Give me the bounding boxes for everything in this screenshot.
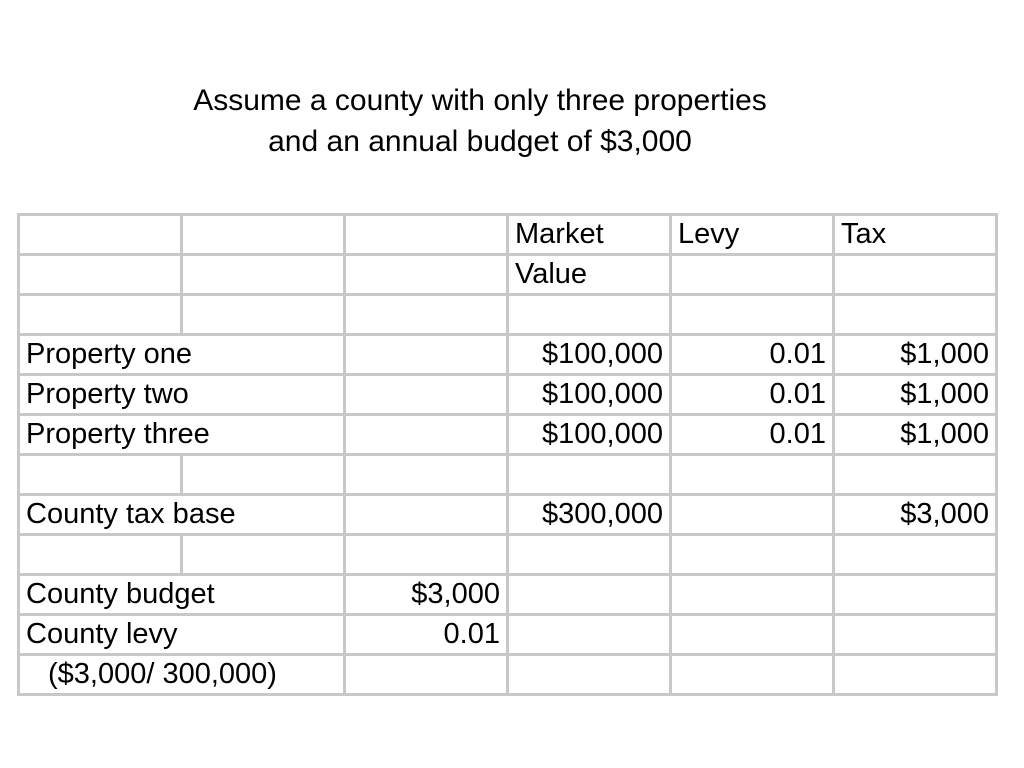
table-row-property-one [19, 335, 997, 375]
cell-empty[interactable] [182, 295, 345, 335]
header-levy[interactable]: Levy [671, 215, 834, 255]
cell-empty[interactable] [19, 535, 182, 575]
empty-row [19, 455, 997, 495]
header-row-2 [19, 255, 997, 295]
table-row-budget [19, 575, 997, 615]
cell-empty[interactable] [182, 535, 345, 575]
cell-empty[interactable] [345, 535, 508, 575]
cell-empty[interactable] [19, 255, 182, 295]
cell-empty[interactable] [671, 655, 834, 695]
property-name[interactable]: Property one [19, 335, 345, 375]
cell-empty[interactable] [508, 455, 671, 495]
levy-value[interactable]: 0.01 [671, 415, 834, 455]
cell-empty[interactable] [671, 535, 834, 575]
cell-empty[interactable] [671, 455, 834, 495]
property-name[interactable]: Property three [19, 415, 345, 455]
county-levy-formula[interactable]: ($3,000/ 300,000) [19, 655, 345, 695]
tax-base-market-value[interactable]: $300,000 [508, 495, 671, 535]
cell-empty[interactable] [834, 535, 997, 575]
tax-base-label[interactable]: County tax base [19, 495, 345, 535]
cell-empty[interactable] [508, 295, 671, 335]
cell-empty[interactable] [182, 255, 345, 295]
levy-value[interactable]: 0.01 [671, 375, 834, 415]
cell-empty[interactable] [834, 295, 997, 335]
property-tax-table [17, 213, 998, 696]
cell-empty[interactable] [19, 455, 182, 495]
cell-empty[interactable] [508, 655, 671, 695]
cell-empty[interactable] [508, 535, 671, 575]
title-line-2: and an annual budget of $3,000 [268, 125, 692, 158]
title-line-1: Assume a county with only three properties [193, 84, 767, 117]
cell-empty[interactable] [345, 255, 508, 295]
cell-empty[interactable] [345, 415, 508, 455]
cell-empty[interactable] [345, 655, 508, 695]
cell-empty[interactable] [671, 575, 834, 615]
table-row-property-three [19, 415, 997, 455]
property-name[interactable]: Property two [19, 375, 345, 415]
budget-value[interactable]: $3,000 [345, 575, 508, 615]
header-row-1 [19, 215, 997, 255]
levy-value[interactable]: 0.01 [671, 335, 834, 375]
tax-value[interactable]: $1,000 [834, 375, 997, 415]
header-market[interactable]: Market [508, 215, 671, 255]
cell-empty[interactable] [834, 455, 997, 495]
header-value[interactable]: Value [508, 255, 671, 295]
tax-base-tax[interactable]: $3,000 [834, 495, 997, 535]
cell-empty[interactable] [671, 255, 834, 295]
market-value[interactable]: $100,000 [508, 415, 671, 455]
county-levy-value[interactable]: 0.01 [345, 615, 508, 655]
cell-empty[interactable] [19, 215, 182, 255]
cell-empty[interactable] [671, 615, 834, 655]
cell-empty[interactable] [834, 255, 997, 295]
county-levy-label[interactable]: County levy [19, 615, 345, 655]
cell-empty[interactable] [345, 495, 508, 535]
cell-empty[interactable] [182, 215, 345, 255]
table-row-county-levy [19, 615, 997, 655]
cell-empty[interactable] [345, 215, 508, 255]
table-row-formula [19, 655, 997, 695]
cell-empty[interactable] [508, 575, 671, 615]
cell-empty[interactable] [345, 375, 508, 415]
empty-row [19, 535, 997, 575]
cell-empty[interactable] [345, 295, 508, 335]
cell-empty[interactable] [19, 295, 182, 335]
tax-value[interactable]: $1,000 [834, 335, 997, 375]
cell-empty[interactable] [671, 495, 834, 535]
cell-empty[interactable] [834, 575, 997, 615]
empty-row [19, 295, 997, 335]
header-tax[interactable]: Tax [834, 215, 997, 255]
cell-empty[interactable] [345, 455, 508, 495]
cell-empty[interactable] [182, 455, 345, 495]
table-row-property-two [19, 375, 997, 415]
tax-value[interactable]: $1,000 [834, 415, 997, 455]
cell-empty[interactable] [508, 615, 671, 655]
cell-empty[interactable] [834, 655, 997, 695]
market-value[interactable]: $100,000 [508, 335, 671, 375]
table-row-tax-base [19, 495, 997, 535]
cell-empty[interactable] [834, 615, 997, 655]
cell-empty[interactable] [671, 295, 834, 335]
budget-label[interactable]: County budget [19, 575, 345, 615]
market-value[interactable]: $100,000 [508, 375, 671, 415]
cell-empty[interactable] [345, 335, 508, 375]
page-title [0, 80, 960, 162]
